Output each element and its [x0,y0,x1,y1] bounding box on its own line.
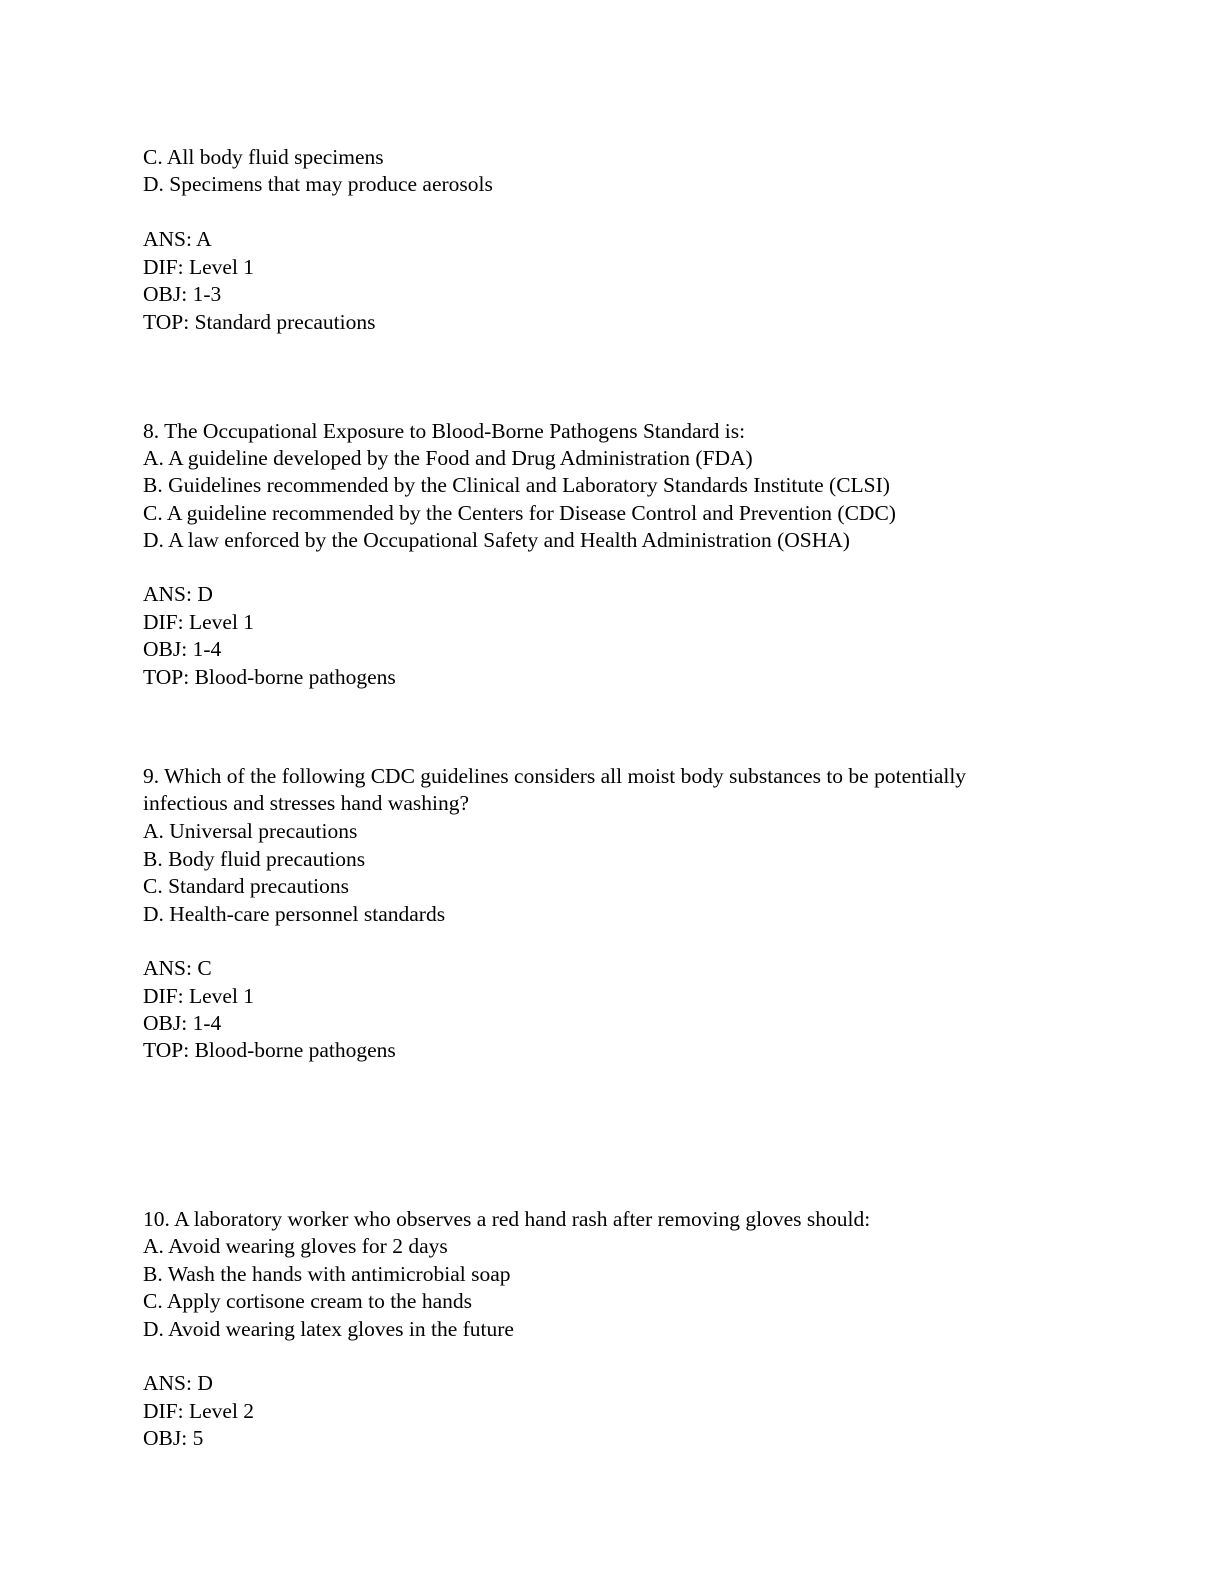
option-d: D. Specimens that may produce aerosols [143,172,493,196]
option-d: D. Health-care personnel standards [143,902,446,926]
topic-line: TOP: Blood-borne pathogens [143,665,396,689]
objective-line: OBJ: 1-4 [143,637,222,661]
option-c: C. A guideline recommended by the Centers for Disease Control and Prevention (CDC) [143,501,896,525]
option-a: A. Universal precautions [143,819,358,843]
objective-line: OBJ: 1-3 [143,282,222,306]
objective-line: OBJ: 5 [143,1426,204,1450]
difficulty-line: DIF: Level 1 [143,255,255,279]
question-stem-continued: infectious and stresses hand washing? [143,791,470,815]
option-c: C. All body fluid specimens [143,145,384,169]
answer-line: ANS: D [143,582,213,606]
option-b: B. Body fluid precautions [143,847,366,871]
option-c: C. Standard precautions [143,874,349,898]
topic-line: TOP: Blood-borne pathogens [143,1038,396,1062]
answer-line: ANS: D [143,1371,213,1395]
option-a: A. Avoid wearing gloves for 2 days [143,1234,448,1258]
question-stem: 10. A laboratory worker who observes a red hand rash after removing gloves should: [143,1207,871,1231]
option-a: A. A guideline developed by the Food and Drug Administration (FDA) [143,446,753,470]
difficulty-line: DIF: Level 1 [143,610,255,634]
option-b: B. Guidelines recommended by the Clinical and Laboratory Standards Institute (CLSI) [143,473,890,497]
option-d: D. Avoid wearing latex gloves in the future [143,1317,514,1341]
difficulty-line: DIF: Level 1 [143,984,255,1008]
answer-line: ANS: A [143,227,212,251]
option-d: D. A law enforced by the Occupational Safety and Health Administration (OSHA) [143,528,850,552]
question-stem: 8. The Occupational Exposure to Blood-Borne Pathogens Standard is: [143,419,746,443]
answer-line: ANS: C [143,956,212,980]
difficulty-line: DIF: Level 2 [143,1399,255,1423]
objective-line: OBJ: 1-4 [143,1011,222,1035]
option-b: B. Wash the hands with antimicrobial soap [143,1262,511,1286]
option-c: C. Apply cortisone cream to the hands [143,1289,472,1313]
question-stem: 9. Which of the following CDC guidelines considers all moist body substances to be potentially [143,764,967,788]
topic-line: TOP: Standard precautions [143,310,376,334]
